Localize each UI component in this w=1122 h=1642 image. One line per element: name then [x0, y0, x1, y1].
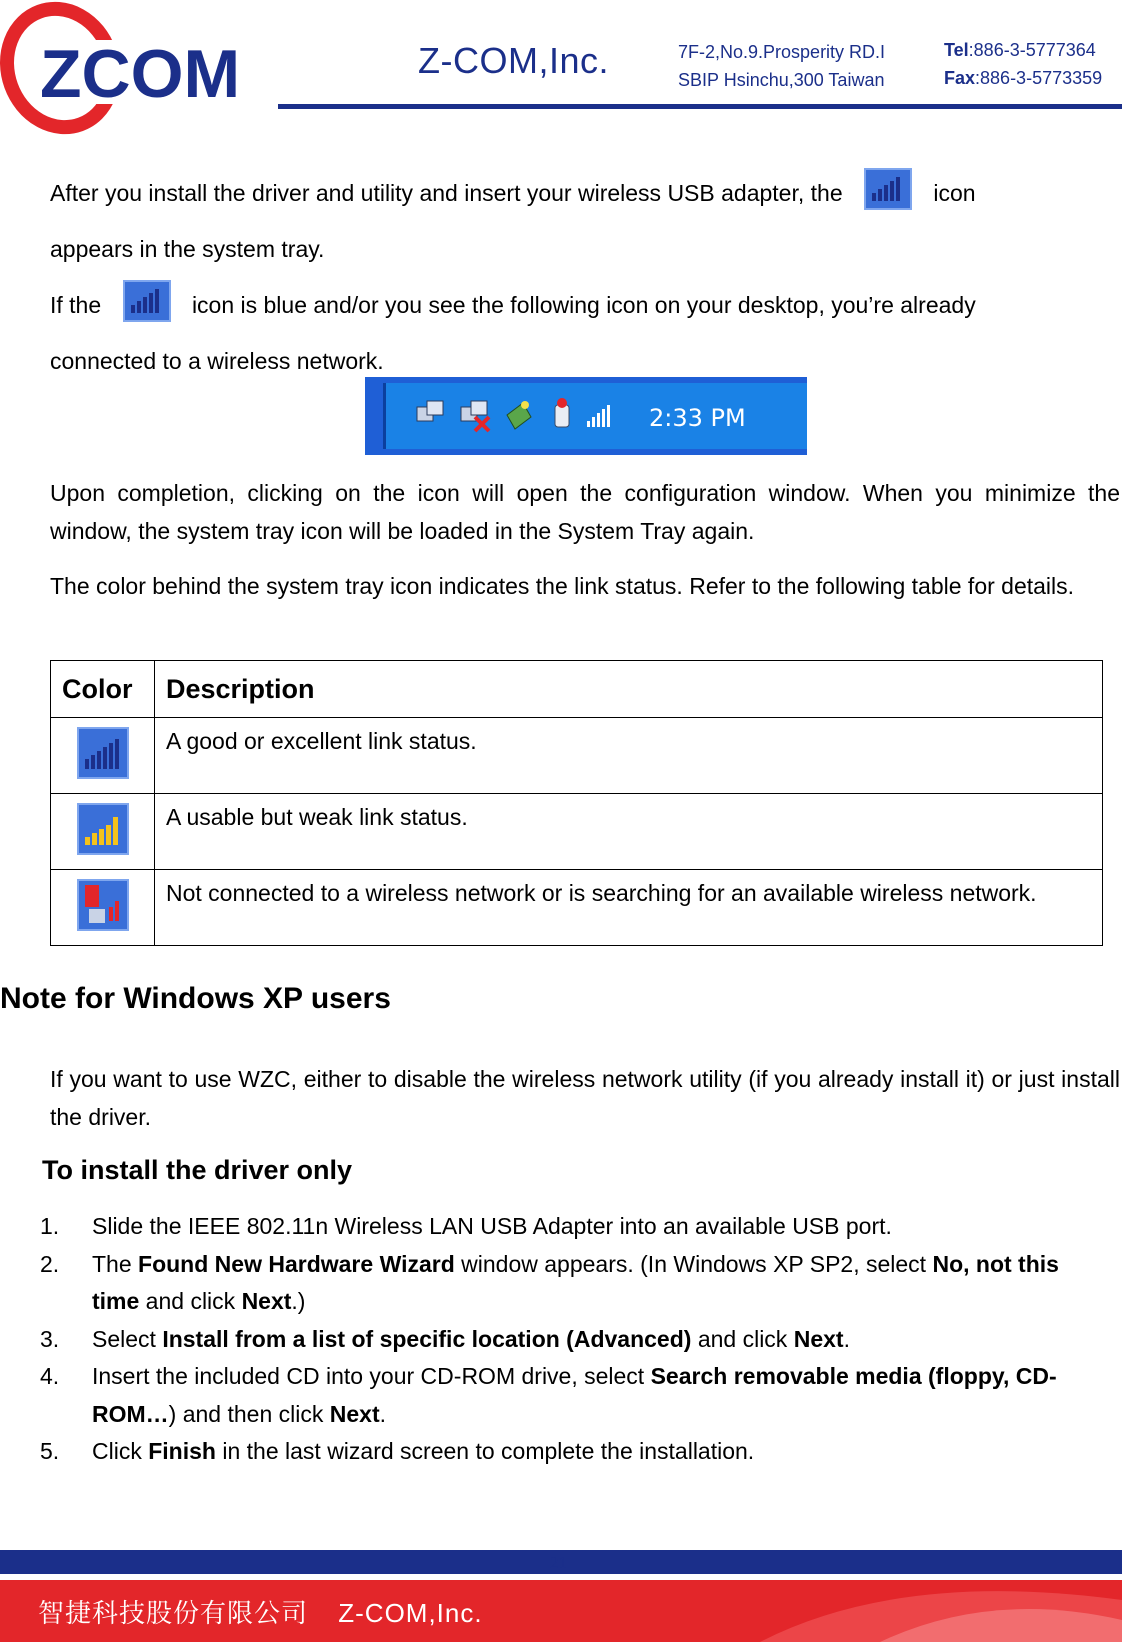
step-bold: Found New Hardware Wizard	[138, 1250, 455, 1277]
table-header-description: Description	[155, 661, 1103, 718]
step-number: 5.	[40, 1438, 60, 1464]
step-text: ) and then click	[168, 1400, 330, 1427]
company-contact	[944, 36, 1102, 92]
step-number: 3.	[40, 1325, 60, 1352]
step-text: .	[843, 1325, 850, 1352]
list-item	[40, 1208, 1100, 1246]
header-rule	[278, 104, 1122, 109]
logo-text: ZCOM	[40, 36, 241, 112]
table-icon-cell	[51, 870, 155, 946]
step-bold: Next	[329, 1400, 380, 1427]
list-item	[40, 1246, 1100, 1321]
step-text: Slide the IEEE 802.11n Wireless LAN USB Adapter into an available USB port.	[92, 1213, 892, 1239]
table-description: A usable but weak link status.	[155, 794, 1103, 870]
step-text: in the last wizard screen to complete the installation.	[215, 1438, 755, 1464]
step-number: 4.	[40, 1363, 60, 1389]
intro-p1-after: icon	[933, 180, 976, 207]
intro-paragraph-2	[50, 275, 1122, 383]
zcom-logo	[0, 0, 280, 135]
tel-value: :886-3-5777364	[968, 40, 1096, 60]
color-paragraph: The color behind the system tray icon indicates the link status. Refer to the following table for details.	[50, 573, 1075, 599]
step-bold: Install from a list of specific location (Advanced)	[162, 1325, 692, 1352]
table-row	[51, 870, 1103, 946]
signal-yellow-icon	[77, 803, 129, 855]
intro-p1-line2: appears in the system tray.	[50, 236, 325, 262]
section-title: Note for Windows XP users	[0, 982, 391, 1015]
sub-title: To install the driver only	[42, 1155, 353, 1185]
intro-p1-before: After you install the driver and utility and insert your wireless USB adapter, the	[50, 180, 843, 207]
step-number: 2.	[40, 1250, 60, 1277]
step-text: The	[92, 1250, 139, 1277]
step-text: Select	[92, 1325, 163, 1352]
step-bold: Next	[793, 1325, 844, 1352]
signal-blue-icon	[77, 727, 129, 779]
step-bold: Search removable media (floppy, CD-ROM…	[92, 1363, 1057, 1427]
step-text: .	[379, 1400, 387, 1427]
table-description: Not connected to a wireless network or is searching for an available wireless network.	[155, 870, 1103, 946]
company-name: Z-COM,Inc.	[418, 40, 609, 81]
step-bold: Finish	[148, 1438, 216, 1464]
list-item	[40, 1358, 1100, 1433]
step-text: .)	[291, 1288, 306, 1314]
footer-company-cn: 智捷科技股份有限公司	[38, 1598, 309, 1628]
signal-red-icon	[77, 879, 129, 931]
list-item	[40, 1321, 1100, 1359]
signal-blue-icon	[122, 275, 172, 339]
tel-label: Tel	[944, 40, 969, 60]
power-plug-icon	[555, 398, 569, 427]
link-status-table	[50, 660, 1103, 946]
intro-p2-before: If the	[50, 292, 102, 319]
step-text: Click	[92, 1438, 149, 1464]
intro-p2-line2: connected to a wireless network.	[50, 348, 384, 374]
wzc-paragraph: If you want to use WZC, either to disable the wireless network utility (if you already install it) or just install the driver.	[50, 1066, 1120, 1130]
table-row	[51, 794, 1103, 870]
fax-label: Fax	[944, 68, 976, 88]
step-number: 1.	[40, 1213, 60, 1239]
install-steps	[40, 1208, 1100, 1471]
list-item	[40, 1433, 1100, 1471]
system-tray-screenshot	[365, 377, 807, 455]
fax-value: :886-3-5773359	[975, 68, 1103, 88]
step-bold: Next	[241, 1288, 292, 1314]
step-text: and click	[139, 1288, 242, 1314]
table-icon-cell	[51, 794, 155, 870]
table-header-color: Color	[51, 661, 155, 718]
table-row	[51, 718, 1103, 794]
address-line-2: SBIP Hsinchu,300 Taiwan	[678, 70, 885, 90]
tray-clock: 2:33 PM	[649, 404, 746, 432]
table-description: A good or excellent link status.	[155, 718, 1103, 794]
step-text: Insert the included CD into your CD-ROM drive, select	[92, 1363, 651, 1389]
step-text: and click	[691, 1325, 794, 1352]
intro-paragraph-1	[50, 163, 1122, 271]
page-number: 21	[550, 1553, 567, 1572]
completion-paragraph: Upon completion, clicking on the icon will open the configuration window. When you minimize the window, the system tray icon will be loaded in the System Tray again.	[50, 480, 1120, 544]
footer-company	[38, 1593, 483, 1630]
company-address	[678, 38, 885, 94]
signal-blue-icon	[863, 163, 913, 227]
address-line-1: 7F-2,No.9.Prosperity RD.I	[678, 42, 886, 62]
step-bold: No, not this time	[92, 1250, 1059, 1314]
intro-p2-after: icon is blue and/or you see the following icon on your desktop, you’re already	[191, 292, 976, 319]
step-text: window appears. (In Windows XP SP2, select	[454, 1250, 933, 1277]
footer-company-en: Z-COM,Inc.	[338, 1598, 483, 1628]
table-icon-cell	[51, 718, 155, 794]
